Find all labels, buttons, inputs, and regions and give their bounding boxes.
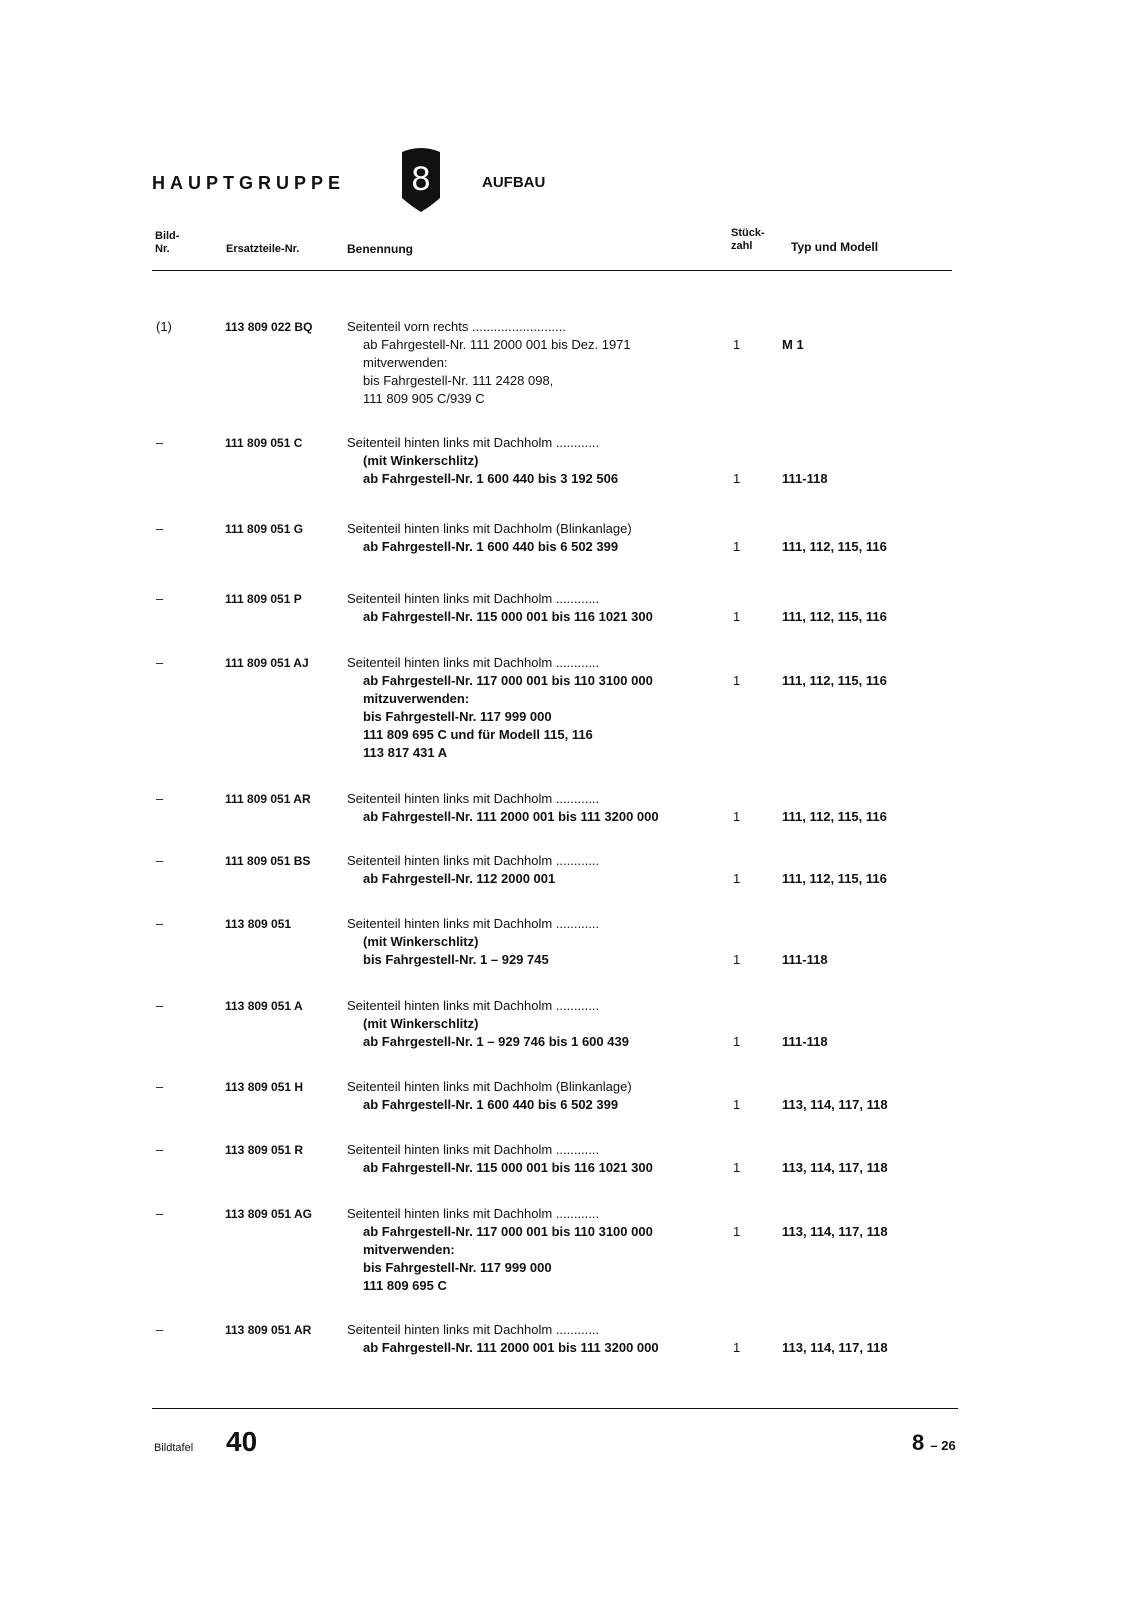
header-rule: [152, 270, 952, 271]
description-line: ab Fahrgestell-Nr. 111 2000 001 bis 111 3200 000: [363, 809, 659, 824]
description-line: ab Fahrgestell-Nr. 115 000 001 bis 116 1021 300: [363, 609, 653, 624]
quantity: 1: [733, 609, 741, 624]
description-line: (mit Winkerschlitz): [363, 934, 479, 949]
description-line: ab Fahrgestell-Nr. 117 000 001 bis 110 3100 000: [363, 673, 653, 688]
part-description: [347, 654, 717, 762]
col-model: Typ und Modell: [791, 240, 879, 254]
quantity: 1: [733, 1034, 741, 1049]
description-line: ab Fahrgestell-Nr. 1 600 440 bis 6 502 399: [363, 539, 619, 554]
part-description: [347, 1321, 717, 1357]
part-description: [347, 590, 717, 626]
description-line: 111 809 695 C: [363, 1278, 447, 1293]
description-line: mitverwenden:: [363, 355, 448, 370]
description-line: bis Fahrgestell-Nr. 111 2428 098,: [363, 373, 554, 388]
description-line: bis Fahrgestell-Nr. 117 999 000: [363, 709, 552, 724]
group-label: HAUPTGRUPPE: [152, 173, 346, 193]
description-line: Seitenteil vorn rechts ..........................: [347, 319, 566, 334]
model-type: 111-118: [782, 1034, 828, 1049]
col-qty: Stück- zahl: [731, 227, 765, 252]
quantity: 1: [733, 337, 741, 352]
description-line: Seitenteil hinten links mit Dachholm (Blinkanlage): [347, 1079, 632, 1094]
bild-nr: –: [156, 1079, 164, 1094]
page-number: 8 – 26: [912, 1430, 956, 1455]
quantity: 1: [733, 1340, 741, 1355]
part-description: [347, 1141, 717, 1177]
bild-nr: –: [156, 591, 164, 606]
part-number: 113 809 051 H: [225, 1080, 304, 1094]
description-line: mitverwenden:: [363, 1242, 455, 1257]
model-type: 111, 112, 115, 116: [782, 539, 887, 554]
bild-nr: (1): [156, 319, 172, 334]
description-line: Seitenteil hinten links mit Dachholm ............: [347, 591, 600, 606]
description-line: Seitenteil hinten links mit Dachholm ............: [347, 1206, 600, 1221]
bild-nr: –: [156, 521, 164, 536]
part-number: 113 809 051: [225, 917, 292, 931]
part-number: 113 809 022 BQ: [225, 320, 313, 334]
description-line: 113 817 431 A: [363, 745, 448, 760]
model-type: 113, 114, 117, 118: [782, 1097, 888, 1112]
col-bild-nr: Bild- Nr.: [155, 230, 180, 255]
part-description: [347, 790, 717, 826]
group-number-badge: [396, 146, 446, 212]
page-header: [152, 146, 952, 216]
group-badge-icon: [396, 146, 446, 212]
quantity: 1: [733, 809, 741, 824]
part-description: [347, 915, 717, 969]
description-line: Seitenteil hinten links mit Dachholm ............: [347, 655, 600, 670]
bild-nr: –: [156, 916, 164, 931]
model-type: 111, 112, 115, 116: [782, 809, 887, 824]
part-number: 113 809 051 A: [225, 999, 303, 1013]
bild-nr: –: [156, 853, 164, 868]
description-line: ab Fahrgestell-Nr. 115 000 001 bis 116 1021 300: [363, 1160, 653, 1175]
description-line: ab Fahrgestell-Nr. 112 2000 001: [363, 871, 556, 886]
col-name: Benennung: [347, 242, 413, 256]
description-line: Seitenteil hinten links mit Dachholm ............: [347, 435, 600, 450]
description-line: ab Fahrgestell-Nr. 111 2000 001 bis Dez. 1971: [363, 337, 631, 352]
bild-nr: –: [156, 435, 164, 450]
description-line: ab Fahrgestell-Nr. 1 600 440 bis 6 502 399: [363, 1097, 619, 1112]
description-line: Seitenteil hinten links mit Dachholm ............: [347, 1142, 600, 1157]
quantity: 1: [733, 1097, 741, 1112]
part-number: 111 809 051 P: [225, 592, 302, 606]
bild-nr: –: [156, 1142, 164, 1157]
part-number: 113 809 051 R: [225, 1143, 304, 1157]
description-line: ab Fahrgestell-Nr. 1 600 440 bis 3 192 506: [363, 471, 619, 486]
part-number: 111 809 051 G: [225, 522, 304, 536]
model-type: 111, 112, 115, 116: [782, 673, 887, 688]
description-line: bis Fahrgestell-Nr. 1 – 929 745: [363, 952, 549, 967]
part-number: 111 809 051 C: [225, 436, 303, 450]
col-part-nr: Ersatzteile-Nr.: [226, 243, 300, 255]
quantity: 1: [733, 673, 741, 688]
footer-rule: [152, 1408, 958, 1409]
model-type: 113, 114, 117, 118: [782, 1340, 888, 1355]
description-line: ab Fahrgestell-Nr. 111 2000 001 bis 111 3200 000: [363, 1340, 659, 1355]
part-description: [347, 434, 717, 488]
quantity: 1: [733, 539, 741, 554]
bild-nr: –: [156, 998, 164, 1013]
description-line: 111 809 695 C und für Modell 115, 116: [363, 727, 593, 742]
quantity: 1: [733, 1224, 741, 1239]
quantity: 1: [733, 471, 741, 486]
model-type: M 1: [782, 337, 804, 352]
description-line: ab Fahrgestell-Nr. 1 – 929 746 bis 1 600 439: [363, 1034, 629, 1049]
part-description: [347, 520, 717, 556]
description-line: ab Fahrgestell-Nr. 117 000 001 bis 110 3100 000: [363, 1224, 653, 1239]
part-description: [347, 997, 717, 1051]
description-line: 111 809 905 C/939 C: [363, 391, 485, 406]
description-line: Seitenteil hinten links mit Dachholm ............: [347, 791, 600, 806]
bild-nr: –: [156, 791, 164, 806]
part-description: [347, 1078, 717, 1114]
description-line: Seitenteil hinten links mit Dachholm ............: [347, 853, 600, 868]
part-number: 113 809 051 AG: [225, 1207, 312, 1221]
description-line: Seitenteil hinten links mit Dachholm ............: [347, 916, 600, 931]
model-type: 111-118: [782, 952, 828, 967]
bild-nr: –: [156, 1206, 164, 1221]
description-line: bis Fahrgestell-Nr. 117 999 000: [363, 1260, 552, 1275]
part-number: 113 809 051 AR: [225, 1323, 312, 1337]
part-number: 111 809 051 AJ: [225, 656, 309, 670]
description-line: (mit Winkerschlitz): [363, 1016, 479, 1031]
model-type: 111, 112, 115, 116: [782, 609, 887, 624]
bild-nr: –: [156, 1322, 164, 1337]
model-type: 111, 112, 115, 116: [782, 871, 887, 886]
part-number: 111 809 051 BS: [225, 854, 311, 868]
section-title: AUFBAU: [482, 174, 546, 191]
description-line: Seitenteil hinten links mit Dachholm ............: [347, 998, 600, 1013]
part-description: [347, 852, 717, 888]
model-type: 113, 114, 117, 118: [782, 1224, 888, 1239]
description-line: mitzuverwenden:: [363, 691, 470, 706]
description-line: Seitenteil hinten links mit Dachholm ............: [347, 1322, 600, 1337]
description-line: (mit Winkerschlitz): [363, 453, 479, 468]
model-type: 111-118: [782, 471, 828, 486]
part-number: 111 809 051 AR: [225, 792, 311, 806]
bild-nr: –: [156, 655, 164, 670]
footer-label: Bildtafel: [154, 1442, 194, 1454]
part-description: [347, 318, 717, 408]
description-line: Seitenteil hinten links mit Dachholm (Blinkanlage): [347, 521, 632, 536]
part-description: [347, 1205, 717, 1295]
group-number: 8: [411, 160, 431, 198]
quantity: 1: [733, 952, 741, 967]
quantity: 1: [733, 1160, 741, 1175]
quantity: 1: [733, 871, 741, 886]
plate-number: 40: [226, 1426, 258, 1457]
model-type: 113, 114, 117, 118: [782, 1160, 888, 1175]
